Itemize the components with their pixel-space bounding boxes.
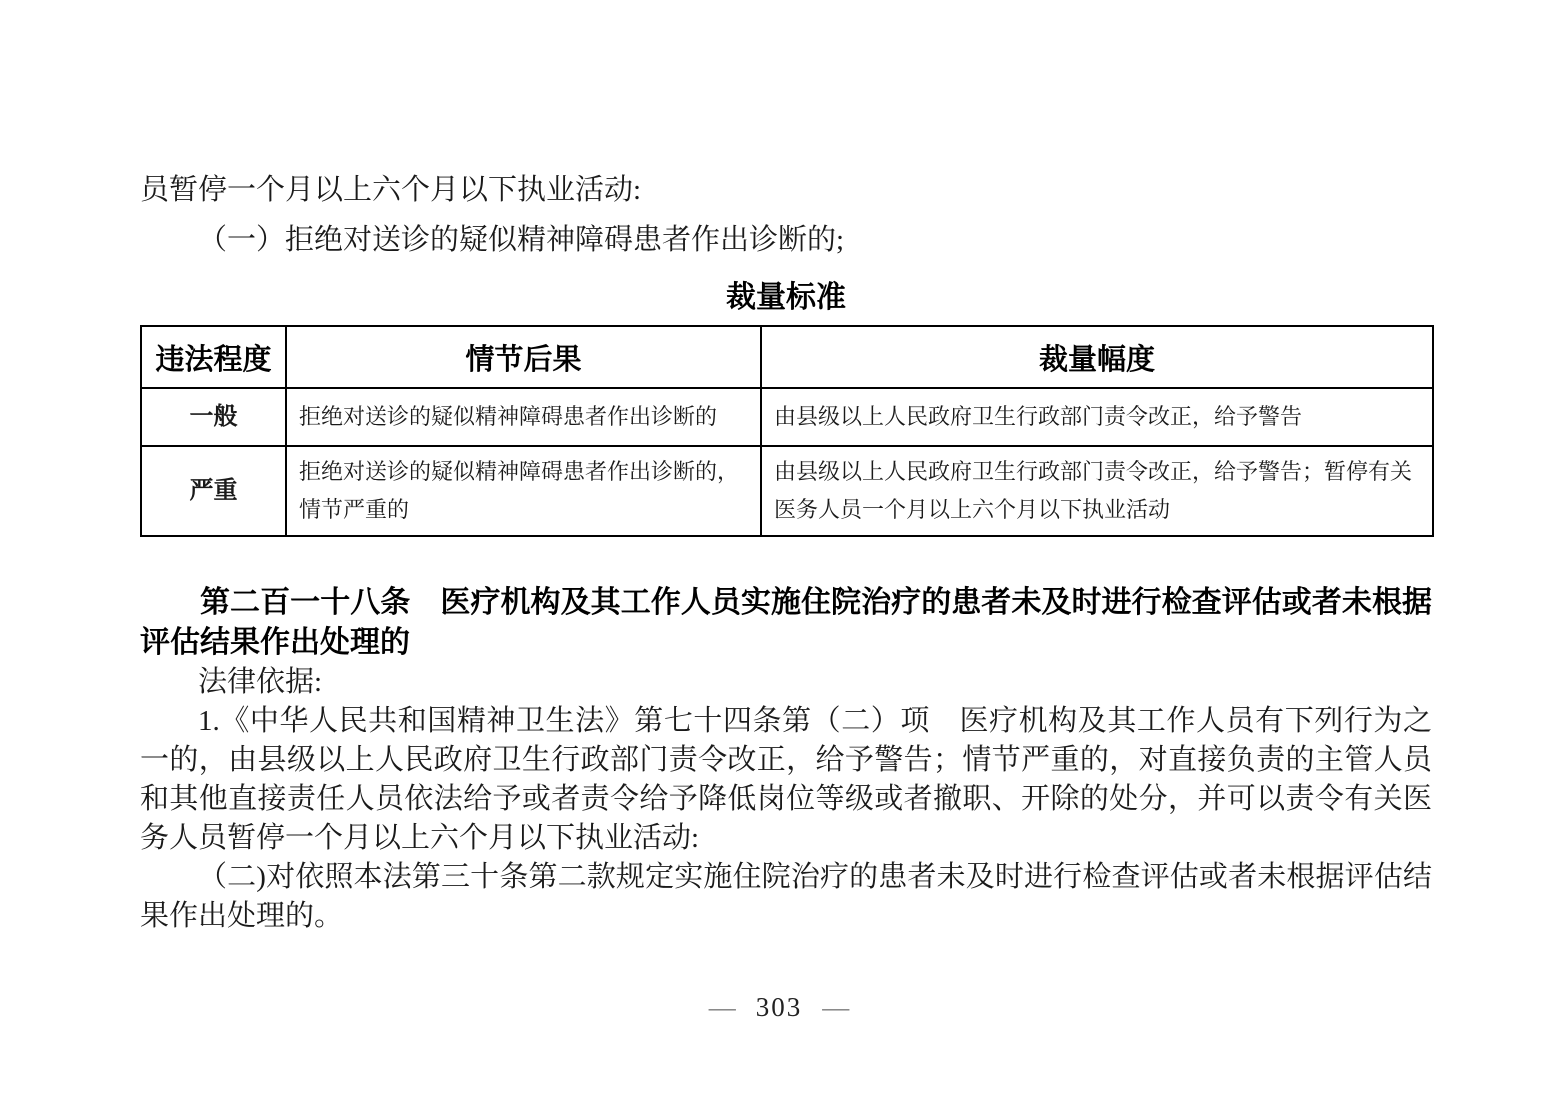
degree-cell: 严重 (141, 446, 286, 536)
footer-dash-right: — (822, 992, 850, 1022)
intro-line-1: 员暂停一个月以上六个月以下执业活动: (140, 174, 642, 206)
col-header-circumstance-consequence: 情节后果 (286, 326, 761, 388)
consequence-cell: 拒绝对送诊的疑似精神障碍患者作出诊断的 (286, 388, 761, 446)
page-content (140, 165, 1432, 936)
legal-basis-clause-1: 1.《中华人民共和国精神卫生法》第七十四条第（二）项 医疗机构及其工作人员有下列行为之一的，由县级以上人民政府卫生行政部门责令改正，给予警告；情节严重的，对直接负责的主管人员和其他直接责任人员依法给予或者责令给予降低岗位等级或者撤职、开除的处分，并可以责令有关医务人员暂停一个月以上六个月以下执业活动: (140, 705, 1432, 854)
page-number: 303 (755, 992, 803, 1022)
footer-dash-left: — (708, 992, 736, 1022)
col-header-violation-degree: 违法程度 (141, 326, 286, 388)
consequence-cell: 拒绝对送诊的疑似精神障碍患者作出诊断的，情节严重的 (286, 446, 761, 536)
range-cell: 由县级以上人民政府卫生行政部门责令改正，给予警告 (761, 388, 1433, 446)
degree-cell: 一般 (141, 388, 286, 446)
table-row-general (141, 388, 1433, 446)
table-header-row (141, 326, 1433, 388)
col-header-discretion-range: 裁量幅度 (761, 326, 1433, 388)
article-heading: 第二百一十八条 医疗机构及其工作人员实施住院治疗的患者未及时进行检查评估或者未根据评估结果作出处理的 (140, 586, 1432, 659)
legal-basis-label: 法律依据: (198, 666, 323, 698)
page-footer (0, 992, 1558, 1022)
discretion-standards-table (140, 325, 1434, 537)
table-title: 裁量标准 (726, 281, 846, 314)
table-row-severe (141, 446, 1433, 536)
intro-line-2: （一）拒绝对送诊的疑似精神障碍患者作出诊断的; (198, 224, 845, 256)
legal-basis-clause-2: （二)对依照本法第三十条第二款规定实施住院治疗的患者未及时进行检查评估或者未根据评估结果作出处理的。 (140, 861, 1432, 932)
range-cell: 由县级以上人民政府卫生行政部门责令改正，给予警告；暂停有关医务人员一个月以上六个月以下执业活动 (761, 446, 1433, 536)
